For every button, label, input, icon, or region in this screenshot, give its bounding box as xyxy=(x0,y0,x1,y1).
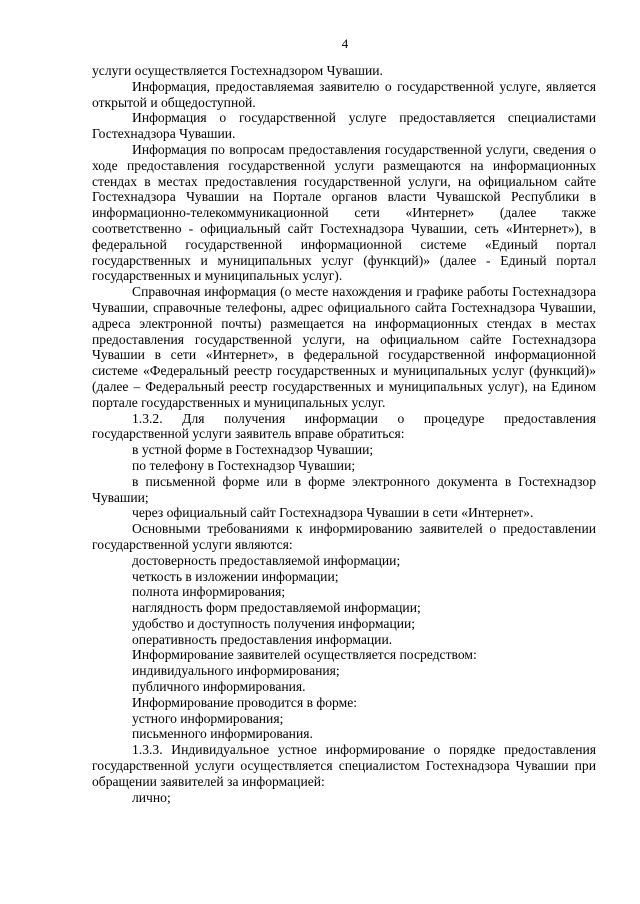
list-item: в письменной форме или в форме электронного документа в Гостехнадзор Чувашии; xyxy=(92,473,596,505)
list-item: письменного информирования. xyxy=(132,726,313,742)
list-item: лично; xyxy=(132,789,171,805)
list-item: полнота информирования; xyxy=(132,584,286,600)
list-item: устного информирования; xyxy=(132,710,284,726)
paragraph: Справочная информация (о месте нахождения и графике работы Гостехнадзора Чувашии, справочные телефоны, адрес официального сайта Гостехнадзора Чувашии, адреса электронной почты) размещается на информационных стендах в местах предоставления государственной услуги, на официальном сайте Гостехнадзора Чувашии в сети «Интернет», в федеральной государственной информационной системе «Федеральный реестр государственных и муниципальных услуг (функций)» (далее – Федеральный реестр государственных и муниципальных услуг), на Едином портале государственных и муниципальных услуг. xyxy=(92,284,596,410)
paragraph: Информация, предоставляемая заявителю о государственной услуге, является открытой и общедоступной. xyxy=(92,78,596,110)
list-item: Информирование проводится в форме: xyxy=(132,694,358,710)
list-item: наглядность форм предоставляемой информации; xyxy=(132,600,421,616)
list-item: оперативность предоставления информации. xyxy=(132,631,393,647)
page-number: 4 xyxy=(341,36,349,51)
paragraph: услуги осуществляется Гостехнадзором Чувашии. xyxy=(92,63,383,78)
section-1-3-2-paragraph: 1.3.2. Для получения информации о процедуре предоставления государственной услуги заявитель вправе обратиться: xyxy=(92,410,596,442)
list-item: через официальный сайт Гостехнадзора Чувашии в сети «Интернет». xyxy=(132,505,534,521)
list-item: четкость в изложении информации; xyxy=(132,568,339,584)
list-item: публичного информирования. xyxy=(132,679,306,695)
section-1-3-3-paragraph: 1.3.3. Индивидуальное устное информирование о порядке предоставления государственной услуги осуществляется специалистом Гостехнадзора Чувашии при обращении заявителей за информацией: xyxy=(92,742,596,789)
paragraph: Основными требованиями к информированию заявителей о предоставлении государственной услуги являются: xyxy=(92,521,596,552)
list-item: по телефону в Гостехнадзор Чувашии; xyxy=(132,457,356,473)
list-item: достоверность предоставляемой информации; xyxy=(132,552,401,568)
list-item: индивидуального информирования; xyxy=(132,663,340,679)
list-item: Информирование заявителей осуществляется посредством: xyxy=(132,647,477,663)
document-body xyxy=(92,63,596,805)
list-item: удобство и доступность получения информации; xyxy=(132,615,416,631)
paragraph: Информация о государственной услуге предоставляется специалистами Гостехнадзора Чувашии. xyxy=(92,110,596,142)
paragraph: Информация по вопросам предоставления государственной услуги, сведения о ходе предоставления государственной услуги размещаются на информационных стендах в местах предоставления государственной услуги, на официальном сайте Гостехнадзора Чувашии на Портале органов власти Чувашской Республики в информационно-телекоммуникационной сети «Интернет» (далее также соответственно - официальный сайт Гостехнадзора Чувашии, сеть «Интернет»), в федеральной государственной информационной системе «Единый портал государственных и муниципальных услуг (функций)» (далее - Единый портал государственных и муниципальных услуг). xyxy=(92,141,596,284)
list-item: в устной форме в Гостехнадзор Чувашии; xyxy=(132,442,374,458)
